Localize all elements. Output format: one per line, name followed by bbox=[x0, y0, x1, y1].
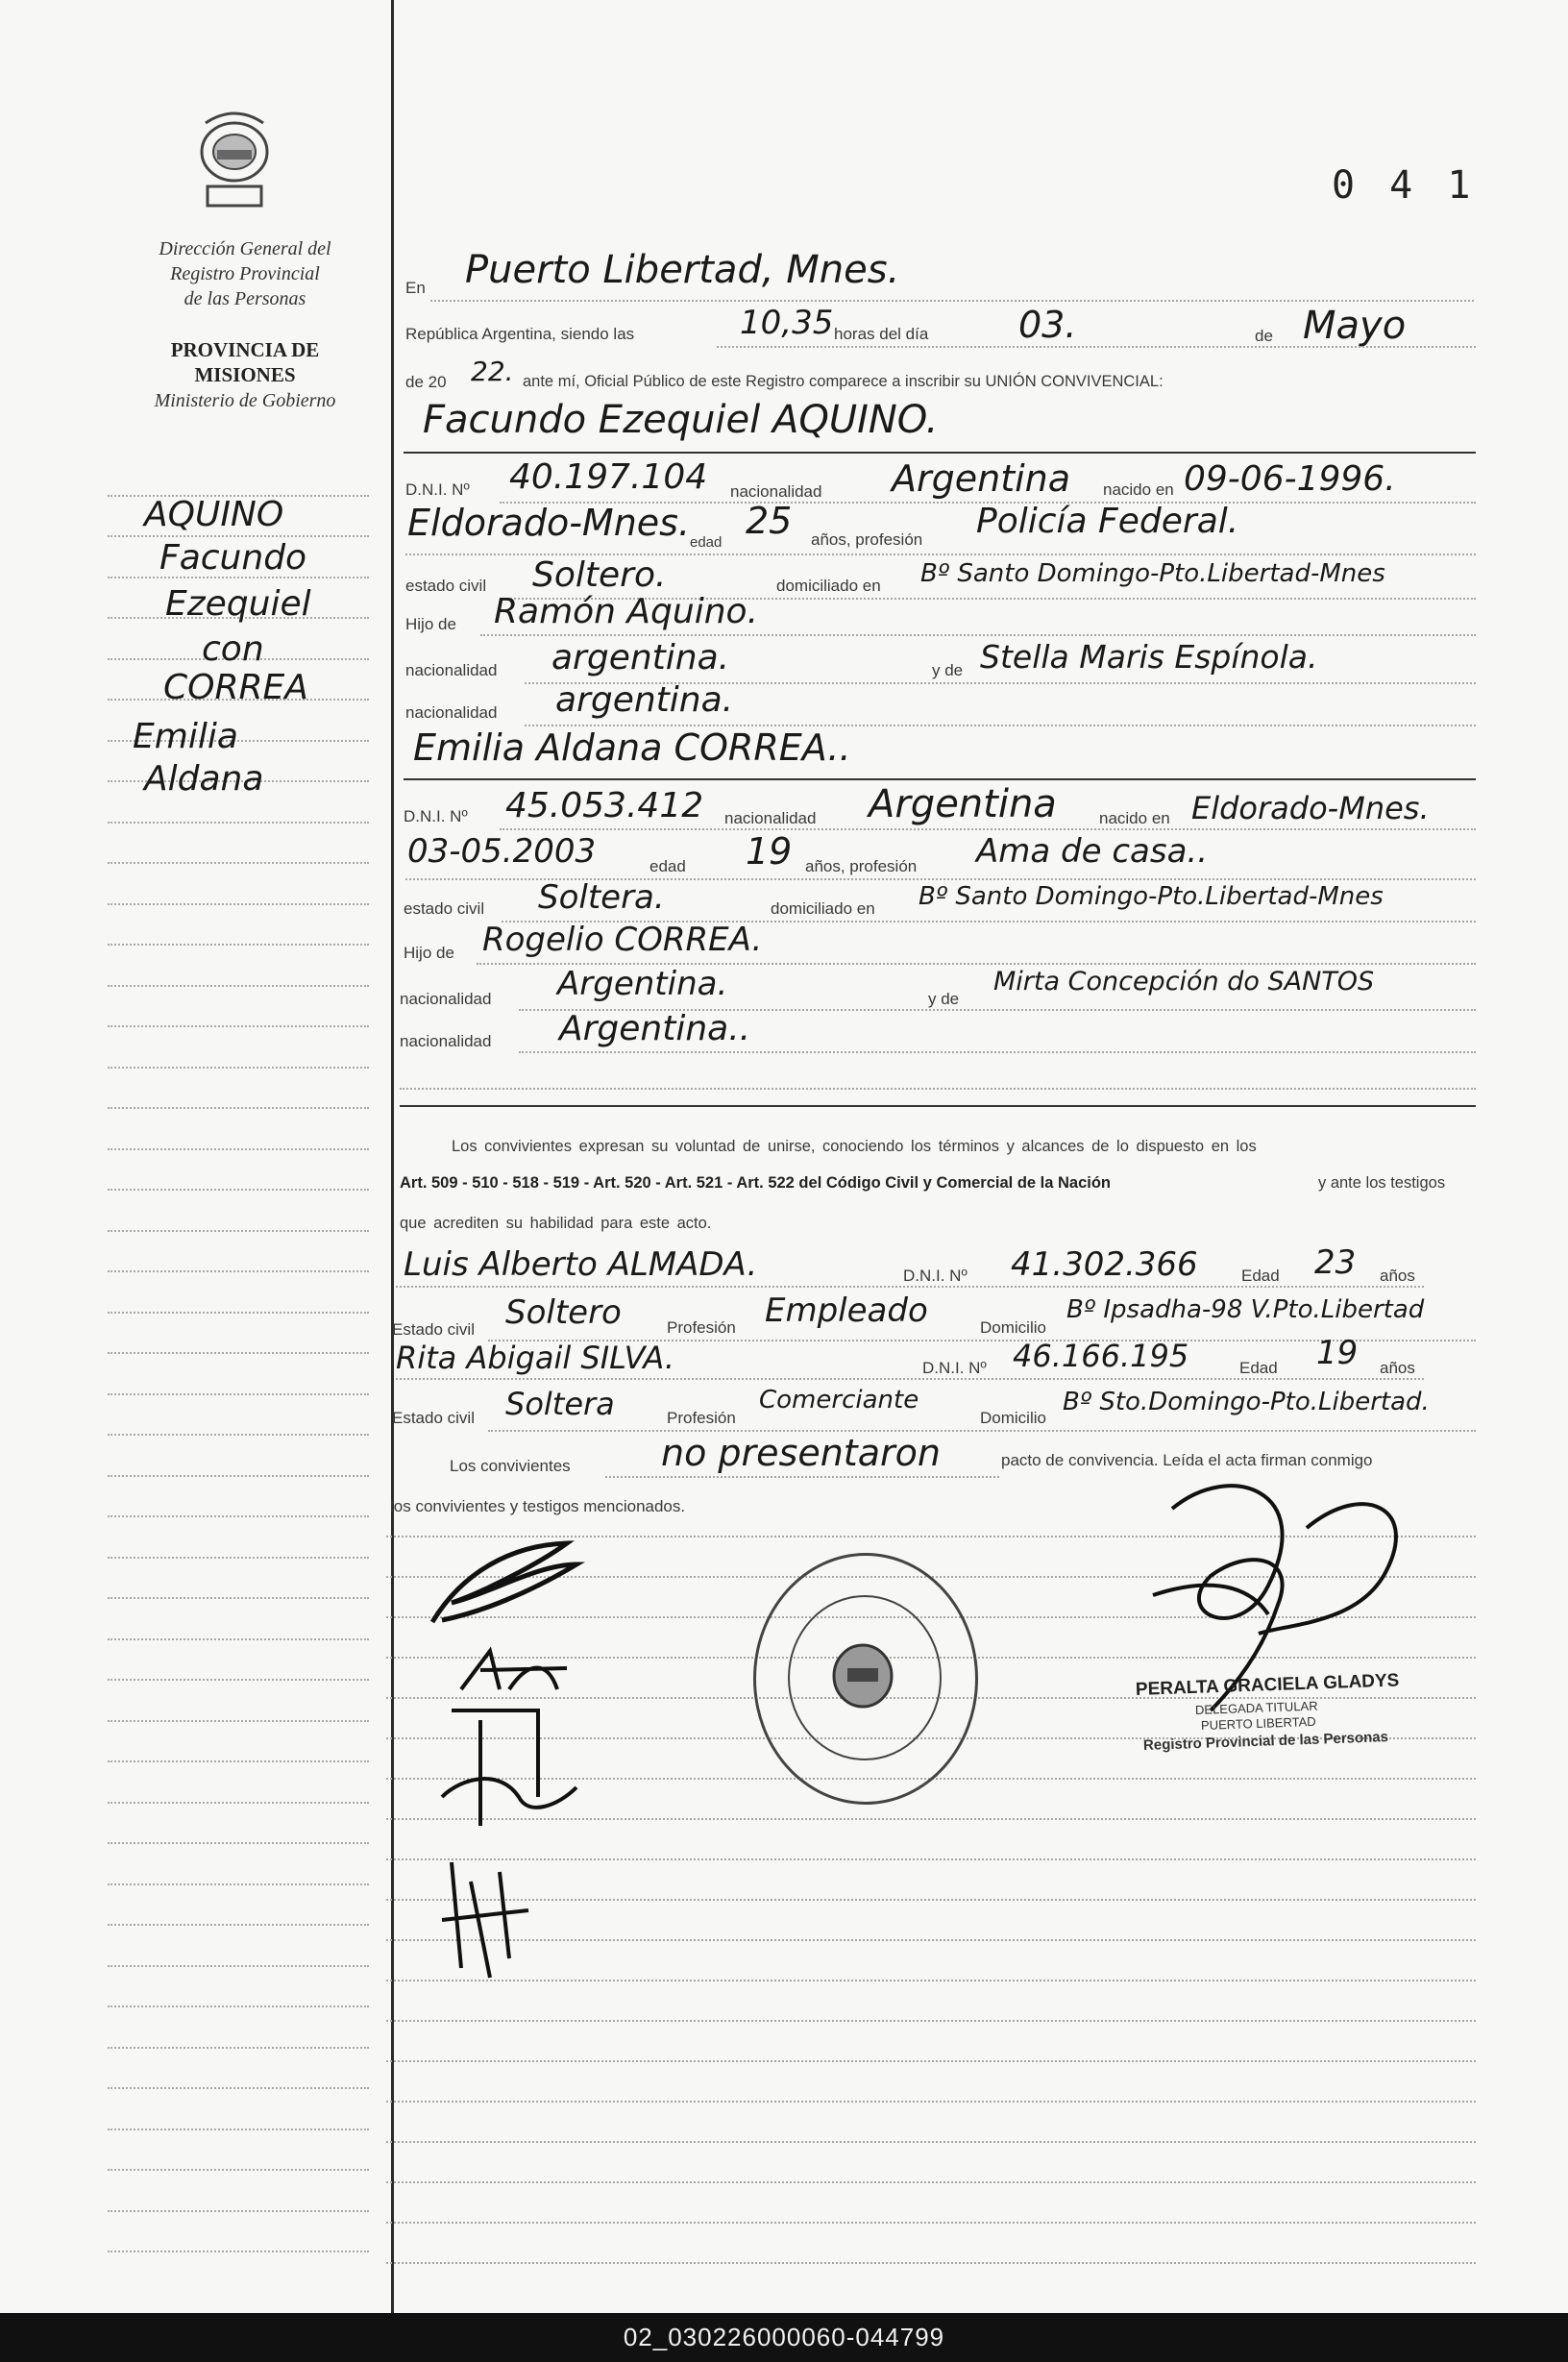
testigo1-domicilio-label: Domicilio bbox=[980, 1318, 1046, 1337]
c2-nac-label: nacionalidad bbox=[724, 809, 817, 827]
official-seal-stamp bbox=[753, 1553, 978, 1805]
c1-edad: 25 bbox=[746, 500, 793, 542]
cierre-pacto: no presentaron bbox=[661, 1432, 941, 1474]
signature-4-icon bbox=[432, 1843, 538, 1987]
margin-note-2: Ezequiel bbox=[165, 584, 311, 624]
en-label: En bbox=[405, 279, 426, 297]
c1-hijo-label: Hijo de bbox=[405, 615, 456, 633]
c1-dni-label: D.N.I. Nº bbox=[405, 480, 470, 499]
oficial-nombre: PERALTA GRACIELA GLADYS bbox=[1135, 1670, 1400, 1700]
signature-3-icon bbox=[423, 1691, 596, 1835]
header-ministerio: Ministerio de Gobierno bbox=[154, 390, 336, 411]
testigo1-dni: 41.302.366 bbox=[1011, 1245, 1198, 1284]
c2-edad: 19 bbox=[746, 830, 793, 873]
anio-prefix: de 20 bbox=[405, 373, 447, 391]
footer-bar bbox=[0, 2313, 1568, 2362]
c1-yde-label: y de bbox=[932, 661, 964, 679]
header-registro: Registro Provincial bbox=[170, 263, 320, 284]
c2-nacido-label: nacido en bbox=[1099, 809, 1170, 827]
conviviente1-nombre: Facundo Ezequiel AQUINO. bbox=[423, 398, 939, 442]
testigo1-domicilio: Bº Ipsadha-98 V.Pto.Libertad bbox=[1066, 1295, 1425, 1324]
testigo1-anios-label: años bbox=[1380, 1267, 1415, 1285]
margin-note-0: AQUINO bbox=[144, 495, 284, 534]
c2-yde-label: y de bbox=[928, 990, 960, 1008]
c1-nac-padre-label: nacionalidad bbox=[405, 661, 498, 679]
horas-label: horas del día bbox=[834, 325, 929, 343]
c2-nac-padre: Argentina. bbox=[557, 965, 728, 1003]
c2-estado-label: estado civil bbox=[404, 899, 485, 918]
testigo1-estado-label: Estado civil bbox=[392, 1320, 475, 1339]
dia-value: 03. bbox=[1018, 304, 1077, 346]
margin-note-1: Facundo bbox=[159, 538, 307, 578]
legal-p3: que acrediten su habilidad para este acto. bbox=[400, 1215, 712, 1232]
legal-p2: Art. 509 - 510 - 518 - 519 - Art. 520 - Art. 521 - Art. 522 del Código Civil y Comercial de la Nación bbox=[400, 1174, 1112, 1192]
c1-nacido: 09-06-1996. bbox=[1184, 459, 1396, 499]
province-crest-icon bbox=[188, 104, 281, 217]
header-misiones: MISIONES bbox=[194, 363, 296, 386]
oficial-cargo: DELEGADA TITULAR bbox=[1194, 1698, 1318, 1717]
testigo2-domicilio-label: Domicilio bbox=[980, 1409, 1046, 1427]
testigo2-dni-label: D.N.I. Nº bbox=[922, 1359, 987, 1377]
testigo2-dni: 46.166.195 bbox=[1013, 1338, 1189, 1374]
testigo2-edad-label: Edad bbox=[1239, 1359, 1278, 1377]
testigo1-edad-label: Edad bbox=[1241, 1267, 1280, 1285]
oficial-lugar: PUERTO LIBERTAD bbox=[1200, 1713, 1316, 1733]
c1-profesion: Policía Federal. bbox=[976, 502, 1239, 541]
testigo2-profesion-label: Profesión bbox=[667, 1409, 736, 1427]
c2-profesion: Ama de casa.. bbox=[976, 832, 1209, 871]
c1-nac-label: nacionalidad bbox=[730, 482, 822, 501]
c2-hijo-label: Hijo de bbox=[404, 944, 454, 962]
ante-mi-text: ante mí, Oficial Público de este Registro comparece a inscribir su UNIÓN CONVIVENCIAL: bbox=[523, 373, 1164, 390]
c2-nacido: Eldorado-Mnes. bbox=[1191, 790, 1430, 826]
c2-domicilio: Bº Santo Domingo-Pto.Libertad-Mnes bbox=[919, 882, 1384, 911]
cierre-texto2: los convivientes y testigos mencionados. bbox=[390, 1497, 686, 1515]
mes-value: Mayo bbox=[1303, 304, 1407, 348]
legal-p1: Los convivientes expresan su voluntad de unirse, conociendo los términos y alcances de lo dispuesto en los bbox=[452, 1138, 1257, 1155]
c1-dni: 40.197.104 bbox=[509, 457, 708, 497]
c2-nacionalidad: Argentina bbox=[869, 782, 1057, 826]
margin-note-3: con bbox=[202, 629, 264, 669]
cierre-convivientes: Los convivientes bbox=[450, 1457, 571, 1475]
acta-number: 0 4 1 bbox=[1332, 163, 1477, 208]
testigo2-anios-label: años bbox=[1380, 1359, 1415, 1377]
c2-dni-label: D.N.I. Nº bbox=[404, 807, 468, 825]
c2-madre: Mirta Concepción do SANTOS bbox=[993, 967, 1375, 996]
c1-estado-label: estado civil bbox=[405, 577, 487, 595]
c2-estado: Soltera. bbox=[538, 878, 665, 917]
conviviente2-nombre: Emilia Aldana CORREA.. bbox=[413, 726, 851, 769]
vertical-divider bbox=[391, 0, 394, 2313]
c2-domicilio-label: domiciliado en bbox=[771, 899, 875, 918]
c2-padre: Rogelio CORREA. bbox=[482, 921, 763, 959]
testigo2-estado: Soltera bbox=[505, 1386, 615, 1422]
testigo1-nombre: Luis Alberto ALMADA. bbox=[404, 1245, 758, 1284]
de-label: de bbox=[1255, 327, 1273, 345]
margin-note-4: CORREA bbox=[163, 668, 308, 707]
republica-label: República Argentina, siendo las bbox=[405, 325, 635, 343]
testigo1-estado: Soltero bbox=[505, 1293, 622, 1332]
c2-nac-madre-label: nacionalidad bbox=[400, 1032, 492, 1050]
testigo1-profesion: Empleado bbox=[765, 1292, 928, 1330]
c2-dni: 45.053.412 bbox=[505, 786, 704, 825]
c1-padre: Ramón Aquino. bbox=[494, 592, 759, 631]
testigo2-domicilio: Bº Sto.Domingo-Pto.Libertad. bbox=[1063, 1388, 1430, 1416]
header-direccion: Dirección General del bbox=[159, 238, 331, 259]
testigo2-nombre: Rita Abigail SILVA. bbox=[396, 1340, 675, 1376]
c1-nac-madre: argentina. bbox=[555, 680, 734, 720]
margin-note-5: Emilia bbox=[133, 717, 238, 756]
c1-lugar: Eldorado-Mnes. bbox=[407, 502, 691, 544]
testigo2-estado-label: Estado civil bbox=[392, 1409, 475, 1427]
signature-2-icon bbox=[452, 1641, 576, 1699]
signature-1-icon bbox=[423, 1536, 586, 1632]
oficial-registro: Registro Provincial de las Personas bbox=[1142, 1729, 1389, 1754]
c1-nacionalidad: Argentina bbox=[892, 457, 1071, 500]
c2-nac-padre-label: nacionalidad bbox=[400, 990, 492, 1008]
c1-domicilio: Bº Santo Domingo-Pto.Libertad-Mnes bbox=[920, 559, 1385, 588]
hora-value: 10,35 bbox=[740, 304, 834, 342]
c2-edad-label: edad bbox=[649, 857, 686, 875]
testigo2-edad: 19 bbox=[1316, 1334, 1359, 1372]
en-value: Puerto Libertad, Mnes. bbox=[465, 248, 900, 292]
c1-anios-label: años, profesión bbox=[811, 530, 923, 549]
footer-code: 02_030226000060-044799 bbox=[623, 2323, 945, 2351]
c1-nac-madre-label: nacionalidad bbox=[405, 703, 498, 722]
testigo1-dni-label: D.N.I. Nº bbox=[903, 1267, 968, 1285]
header-provincia: PROVINCIA DE bbox=[170, 338, 320, 361]
header-personas: de las Personas bbox=[184, 288, 306, 309]
c2-fecha: 03-05.2003 bbox=[407, 832, 597, 871]
c2-nac-madre: Argentina.. bbox=[559, 1009, 751, 1048]
c1-nacido-label: nacido en bbox=[1103, 480, 1174, 499]
c1-domicilio-label: domiciliado en bbox=[776, 577, 881, 595]
c1-estado: Soltero. bbox=[532, 555, 667, 595]
c2-anios-label: años, profesión bbox=[805, 857, 918, 875]
testigo1-edad: 23 bbox=[1314, 1243, 1357, 1282]
c1-nac-padre: argentina. bbox=[551, 638, 730, 677]
c1-edad-label: edad bbox=[690, 534, 723, 551]
c1-madre: Stella Maris Espínola. bbox=[980, 638, 1318, 676]
margin-note-6: Aldana bbox=[144, 759, 264, 799]
anio-value: 22. bbox=[471, 356, 514, 387]
cierre-texto: pacto de convivencia. Leída el acta firman conmigo bbox=[1001, 1451, 1373, 1469]
testigo1-profesion-label: Profesión bbox=[667, 1318, 736, 1337]
legal-p2b: y ante los testigos bbox=[1318, 1174, 1446, 1192]
testigo2-profesion: Comerciante bbox=[759, 1386, 919, 1415]
